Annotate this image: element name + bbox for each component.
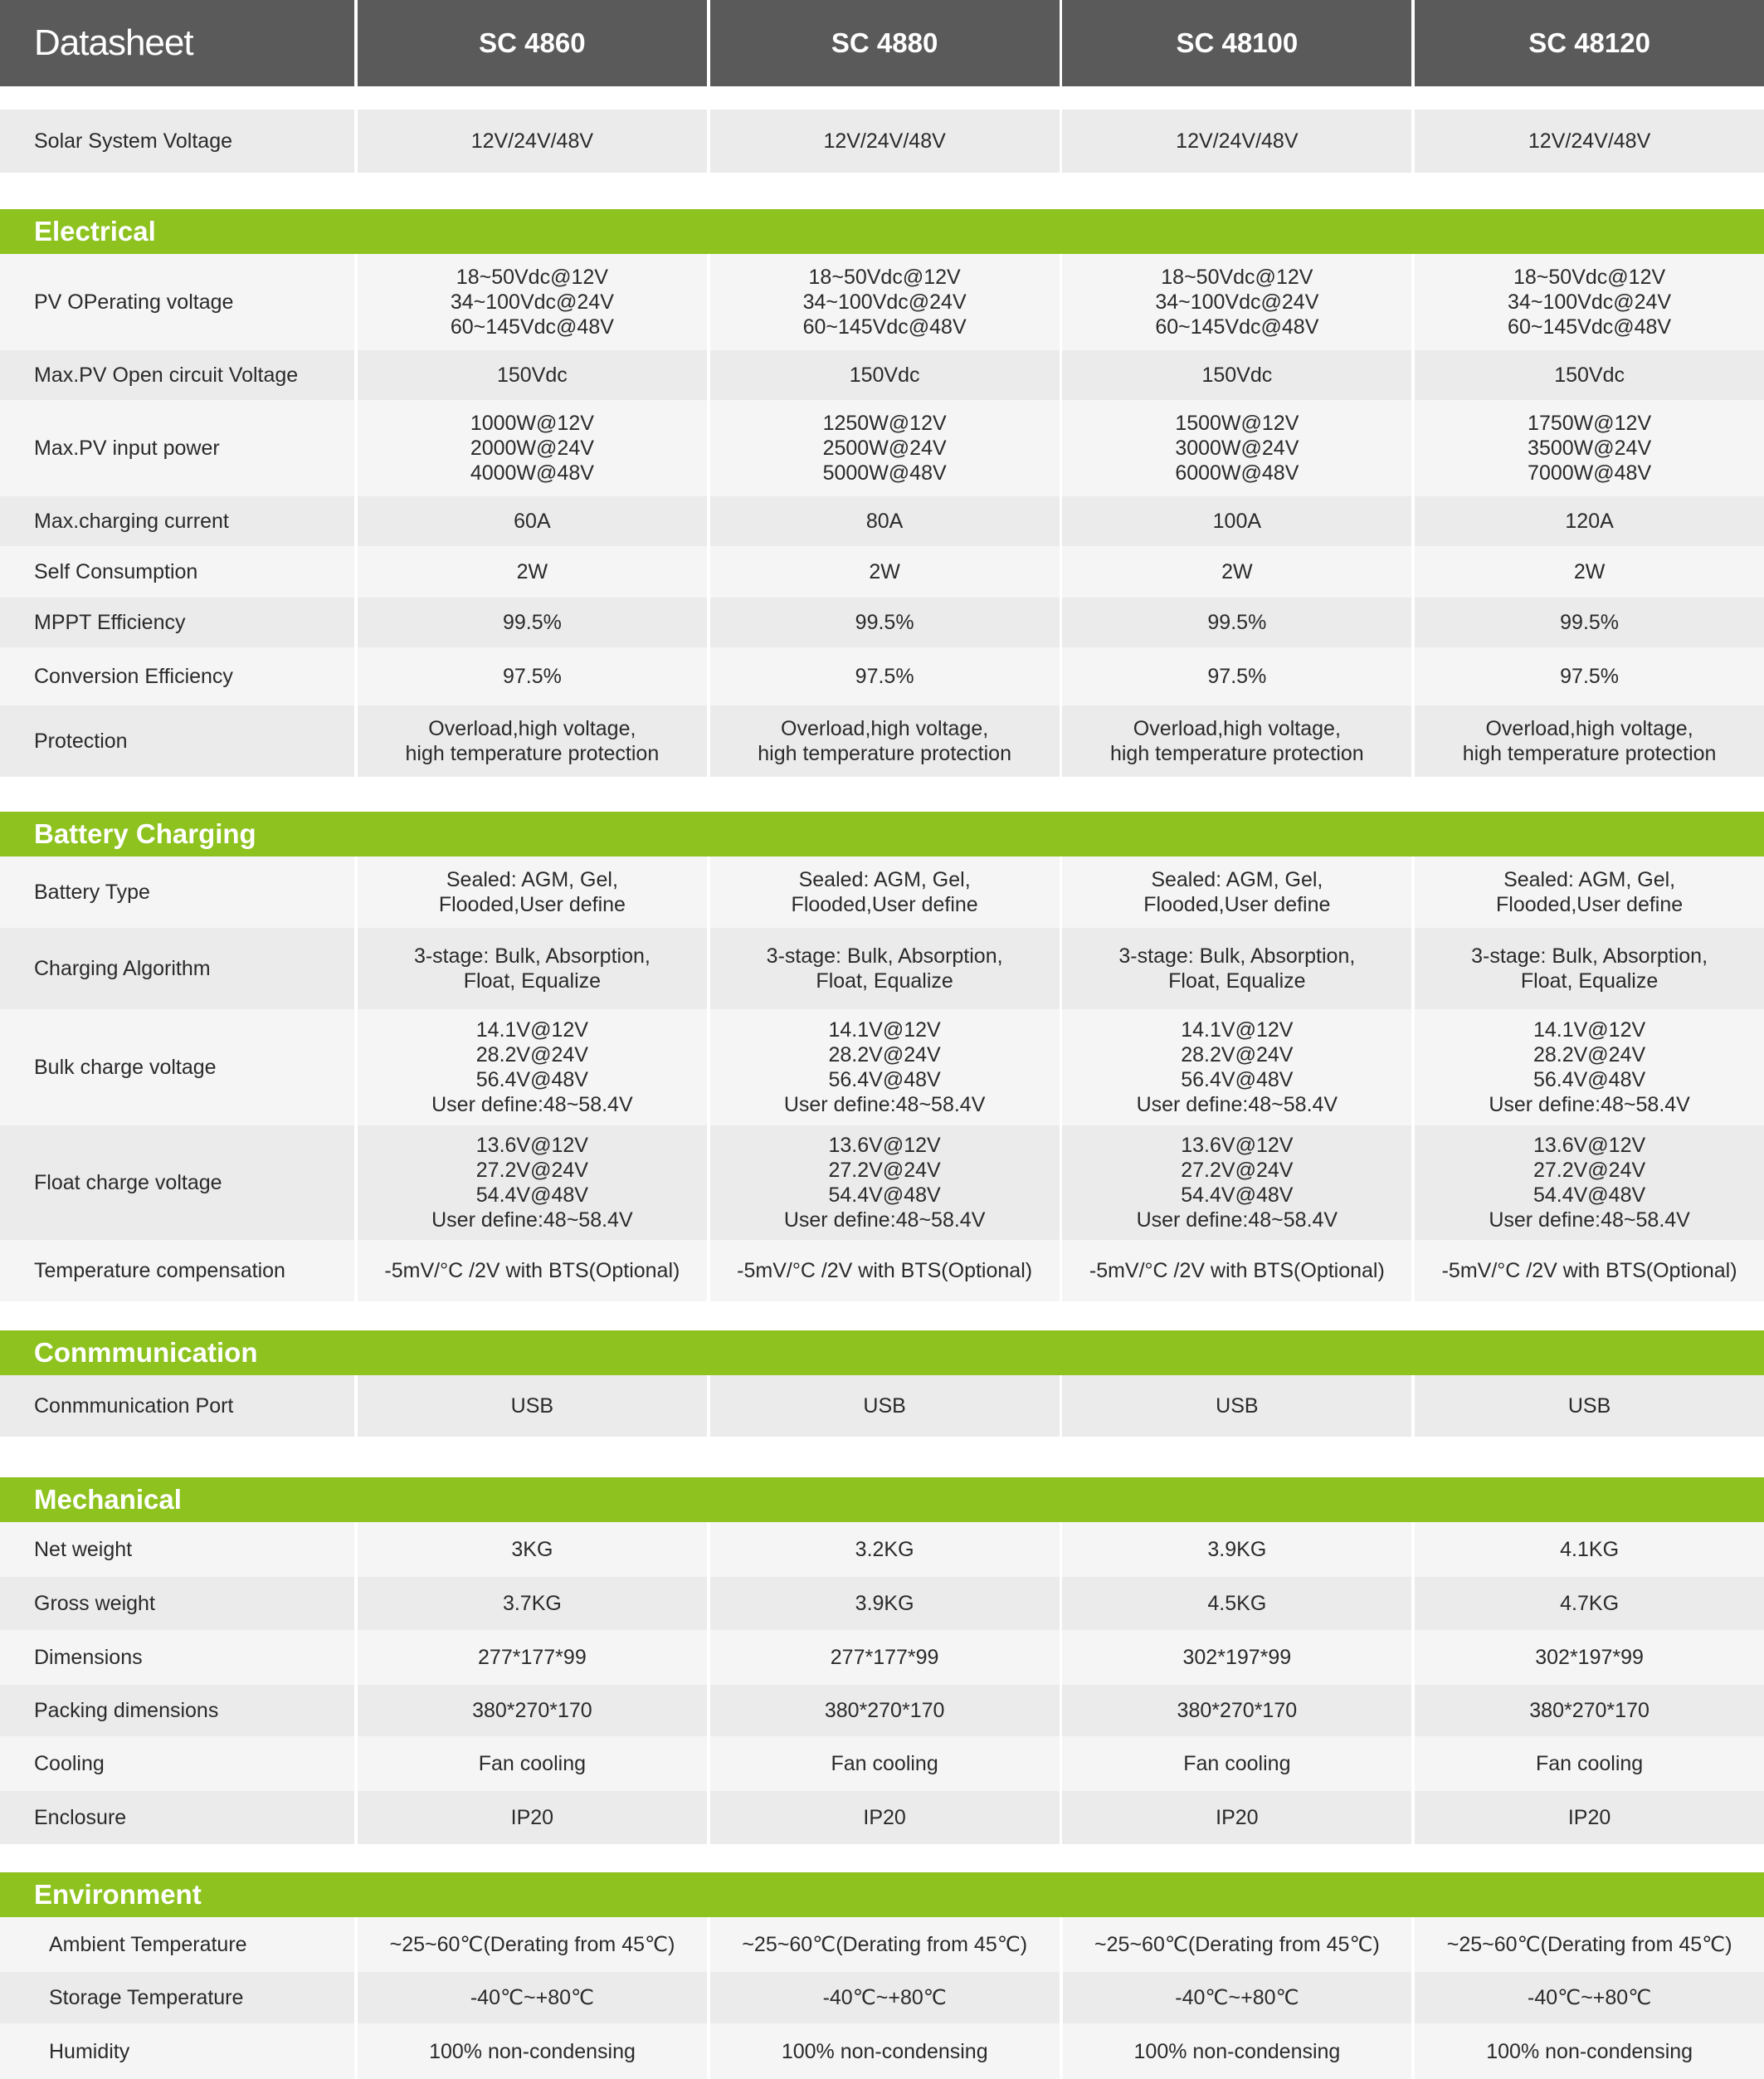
spec-value-model-3: 1500W@12V 3000W@24V 6000W@48V [1062,400,1411,496]
row-gross-weight [0,1577,1764,1630]
row-protection [0,705,1764,777]
spec-value-model-1: 60A [358,496,707,546]
spec-value-model-2: 3-stage: Bulk, Absorption, Float, Equalize [710,928,1060,1009]
spec-value-model-3: 14.1V@12V 28.2V@24V 56.4V@48V User define:48~58.4V [1062,1009,1411,1125]
spec-label: Charging Algorithm [0,928,354,1009]
spec-value-model-4: 4.7KG [1415,1577,1764,1630]
row-battery-type [0,856,1764,928]
model-header-3: SC 48100 [1062,0,1411,86]
spec-label: PV OPerating voltage [0,254,354,350]
row-dimensions [0,1630,1764,1685]
spec-value-model-4: 120A [1415,496,1764,546]
spec-value-model-1: 2W [358,546,707,598]
spec-value-model-3: ~25~60℃(Derating from 45℃) [1063,1917,1412,1972]
spec-value-model-4: ~25~60℃(Derating from 45℃) [1415,1917,1764,1972]
spec-value-model-3: 3-stage: Bulk, Absorption, Float, Equalize [1062,928,1411,1009]
spec-value-model-2: 100% non-condensing [710,2023,1060,2079]
spec-value-model-2: -40℃~+80℃ [710,1972,1060,2023]
spec-value-model-3: 302*197*99 [1062,1630,1411,1685]
spec-value-model-3: 100A [1062,496,1411,546]
spec-value-model-1: 150Vdc [358,350,707,400]
spec-value-model-3: Overload,high voltage, high temperature protection [1062,705,1411,777]
spec-value-model-4: Sealed: AGM, Gel, Flooded,User define [1415,856,1764,928]
spec-value-model-2: 99.5% [710,598,1060,647]
spec-value-model-4: IP20 [1415,1791,1764,1844]
spec-label: Float charge voltage [0,1125,354,1240]
row-pv-operating-voltage [0,254,1764,350]
row-max-pv-open-circuit-voltage [0,350,1764,400]
spec-value-model-3: -40℃~+80℃ [1063,1972,1412,2023]
spec-value-model-2: 1250W@12V 2500W@24V 5000W@48V [710,400,1060,496]
row-enclosure [0,1791,1764,1844]
spec-value-model-2: 18~50Vdc@12V 34~100Vdc@24V 60~145Vdc@48V [710,254,1060,350]
spec-value-model-4: 3-stage: Bulk, Absorption, Float, Equalize [1415,928,1764,1009]
spec-value-model-3: USB [1062,1375,1411,1437]
spec-label: Battery Type [0,856,354,928]
section-conmmunication: Conmmunication [0,1330,1764,1375]
spec-value-model-4: 12V/24V/48V [1415,110,1764,173]
section-environment: Environment [0,1872,1764,1917]
spec-label: Net weight [0,1522,354,1577]
spec-value-model-4: 380*270*170 [1415,1685,1764,1736]
spec-value-model-1: Fan cooling [358,1736,707,1791]
spec-value-model-3: 2W [1062,546,1411,598]
spec-value-model-2: USB [710,1375,1060,1437]
spec-value-model-1: -5mV/°C /2V with BTS(Optional) [358,1240,707,1301]
spec-value-model-3: 12V/24V/48V [1062,110,1411,173]
spec-value-model-3: 4.5KG [1062,1577,1411,1630]
spec-label: Max.charging current [0,496,354,546]
spec-value-model-2: Fan cooling [710,1736,1060,1791]
section-mechanical: Mechanical [0,1477,1764,1522]
spec-value-model-4: 302*197*99 [1415,1630,1764,1685]
spec-value-model-4: 4.1KG [1415,1522,1764,1577]
spec-value-model-1: 12V/24V/48V [358,110,707,173]
model-header-2: SC 4880 [710,0,1060,86]
datasheet-title: Datasheet [0,0,354,86]
spec-value-model-4: 150Vdc [1415,350,1764,400]
row-self-consumption [0,546,1764,598]
spec-label: Enclosure [0,1791,354,1844]
spec-value-model-2: 12V/24V/48V [710,110,1060,173]
spec-value-model-1: -40℃~+80℃ [358,1972,707,2023]
spec-label: Temperature compensation [0,1240,354,1301]
spec-value-model-3: 100% non-condensing [1063,2023,1412,2079]
model-header-1: SC 4860 [358,0,707,86]
header-row [0,0,1764,86]
row-storage-temperature [0,1972,1764,2023]
spec-value-model-2: 14.1V@12V 28.2V@24V 56.4V@48V User define:48~58.4V [710,1009,1060,1125]
spec-label: MPPT Efficiency [0,598,354,647]
section-battery-charging: Battery Charging [0,812,1764,856]
spec-value-model-1: 3KG [358,1522,707,1577]
spec-value-model-2: 2W [710,546,1060,598]
spec-value-model-1: 14.1V@12V 28.2V@24V 56.4V@48V User define:48~58.4V [358,1009,707,1125]
spec-value-model-2: 277*177*99 [710,1630,1060,1685]
model-header-4: SC 48120 [1415,0,1764,86]
row-packing-dimensions [0,1685,1764,1736]
row-humidity [0,2023,1764,2079]
spec-value-model-3: Sealed: AGM, Gel, Flooded,User define [1062,856,1411,928]
spec-value-model-3: IP20 [1062,1791,1411,1844]
spec-value-model-4: 100% non-condensing [1415,2023,1764,2079]
spec-value-model-1: ~25~60℃(Derating from 45℃) [358,1917,707,1972]
spec-value-model-1: 3-stage: Bulk, Absorption, Float, Equalize [358,928,707,1009]
spec-label: Gross weight [0,1577,354,1630]
spec-value-model-1: IP20 [358,1791,707,1844]
spec-value-model-4: 18~50Vdc@12V 34~100Vdc@24V 60~145Vdc@48V [1415,254,1764,350]
spec-value-model-4: 97.5% [1415,647,1764,705]
spec-value-model-4: 14.1V@12V 28.2V@24V 56.4V@48V User define:48~58.4V [1415,1009,1764,1125]
row-cooling [0,1736,1764,1791]
spec-value-model-3: Fan cooling [1062,1736,1411,1791]
spec-value-model-4: -5mV/°C /2V with BTS(Optional) [1415,1240,1764,1301]
row-mppt-efficiency [0,598,1764,647]
spec-label: Self Consumption [0,546,354,598]
spec-value-model-1: 1000W@12V 2000W@24V 4000W@48V [358,400,707,496]
row-temperature-compensation [0,1240,1764,1301]
spec-value-model-2: Overload,high voltage, high temperature protection [710,705,1060,777]
spec-value-model-2: 97.5% [710,647,1060,705]
spec-label: Protection [0,705,354,777]
spec-value-model-4: -40℃~+80℃ [1415,1972,1764,2023]
spec-value-model-4: 2W [1415,546,1764,598]
spec-value-model-1: 3.7KG [358,1577,707,1630]
spec-value-model-3: 3.9KG [1062,1522,1411,1577]
spec-value-model-4: Fan cooling [1415,1736,1764,1791]
row-net-weight [0,1522,1764,1577]
spec-value-model-1: 380*270*170 [358,1685,707,1736]
spec-value-model-3: 18~50Vdc@12V 34~100Vdc@24V 60~145Vdc@48V [1062,254,1411,350]
spec-value-model-3: 13.6V@12V 27.2V@24V 54.4V@48V User define:48~58.4V [1062,1125,1411,1240]
spec-value-model-1: 97.5% [358,647,707,705]
row-ambient-temperature [0,1917,1764,1972]
spec-value-model-1: 99.5% [358,598,707,647]
row-bulk-charge-voltage [0,1009,1764,1125]
spec-label: Dimensions [0,1630,354,1685]
spec-value-model-1: 13.6V@12V 27.2V@24V 54.4V@48V User define:48~58.4V [358,1125,707,1240]
spec-value-model-2: 3.2KG [710,1522,1060,1577]
spec-label: Humidity [0,2023,354,2079]
row-max-charging-current [0,496,1764,546]
spec-value-model-4: USB [1415,1375,1764,1437]
spec-value-model-2: -5mV/°C /2V with BTS(Optional) [710,1240,1060,1301]
spec-value-model-1: Overload,high voltage, high temperature protection [358,705,707,777]
spec-value-model-1: 18~50Vdc@12V 34~100Vdc@24V 60~145Vdc@48V [358,254,707,350]
spec-label: Solar System Voltage [0,110,354,173]
spec-value-model-4: 99.5% [1415,598,1764,647]
spec-label: Bulk charge voltage [0,1009,354,1125]
spec-value-model-3: 99.5% [1062,598,1411,647]
row-solar-system-voltage [0,110,1764,173]
spec-label: Packing dimensions [0,1685,354,1736]
spec-value-model-4: 13.6V@12V 27.2V@24V 54.4V@48V User define:48~58.4V [1415,1125,1764,1240]
row-conversion-efficiency [0,647,1764,705]
spec-value-model-2: ~25~60℃(Derating from 45℃) [710,1917,1060,1972]
spec-value-model-3: 380*270*170 [1062,1685,1411,1736]
spec-value-model-2: IP20 [710,1791,1060,1844]
spec-value-model-3: 150Vdc [1062,350,1411,400]
spec-label: Max.PV input power [0,400,354,496]
spec-label: Storage Temperature [0,1972,354,2023]
spec-value-model-2: 150Vdc [710,350,1060,400]
spec-value-model-1: Sealed: AGM, Gel, Flooded,User define [358,856,707,928]
spec-label: Max.PV Open circuit Voltage [0,350,354,400]
spec-value-model-1: 277*177*99 [358,1630,707,1685]
spec-value-model-4: Overload,high voltage, high temperature protection [1415,705,1764,777]
spec-value-model-3: -5mV/°C /2V with BTS(Optional) [1062,1240,1411,1301]
spec-value-model-4: 1750W@12V 3500W@24V 7000W@48V [1415,400,1764,496]
spec-label: Conmmunication Port [0,1375,354,1437]
row-conmmunication-port [0,1375,1764,1437]
row-max-pv-input-power [0,400,1764,496]
spec-value-model-1: 100% non-condensing [358,2023,707,2079]
spec-value-model-2: 380*270*170 [710,1685,1060,1736]
section-electrical: Electrical [0,209,1764,254]
spec-value-model-2: 13.6V@12V 27.2V@24V 54.4V@48V User define:48~58.4V [710,1125,1060,1240]
row-charging-algorithm [0,928,1764,1009]
spec-value-model-2: 80A [710,496,1060,546]
spec-label: Cooling [0,1736,354,1791]
spec-value-model-1: USB [358,1375,707,1437]
spec-label: Ambient Temperature [0,1917,354,1972]
spec-value-model-2: 3.9KG [710,1577,1060,1630]
spec-value-model-2: Sealed: AGM, Gel, Flooded,User define [710,856,1060,928]
spec-value-model-3: 97.5% [1062,647,1411,705]
spec-label: Conversion Efficiency [0,647,354,705]
row-float-charge-voltage [0,1125,1764,1240]
